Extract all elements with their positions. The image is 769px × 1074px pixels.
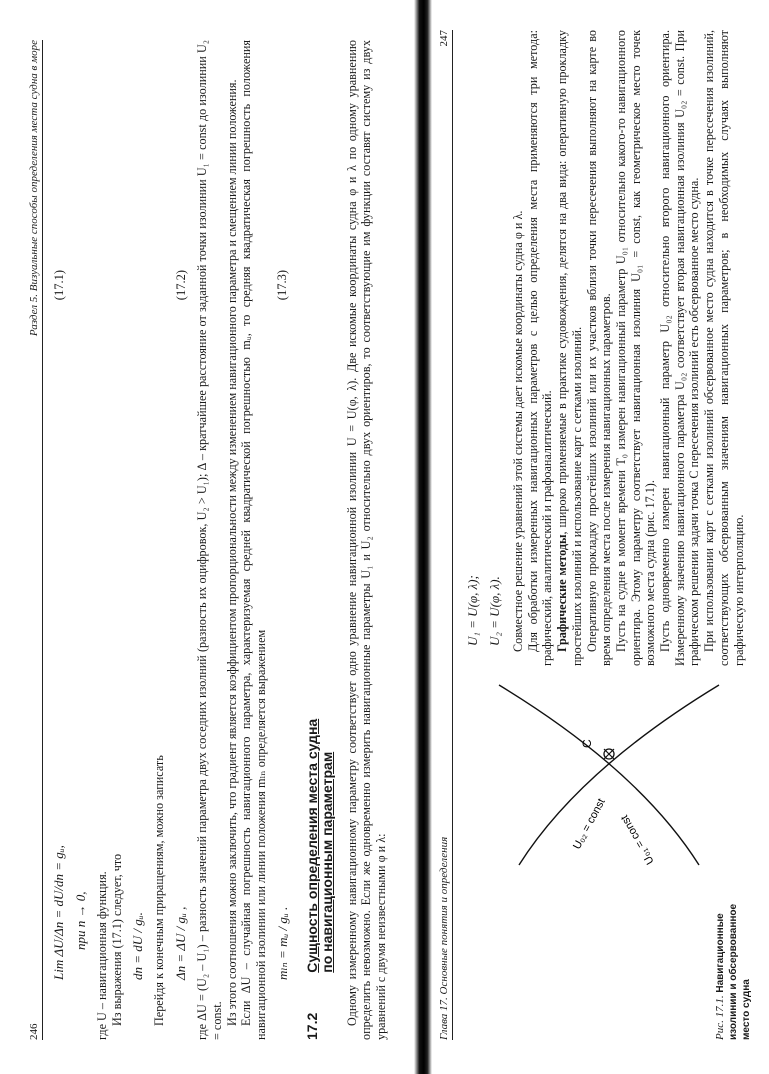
para-4: где ΔU = (U₂ – U₁) – разность значений параметра двух соседних изолний (разность их оцифровок, U₂ > U₁); Δ – кратчайшее расстояние от заданной точки изолинии U₁ = const до изолинии U₂ = const. (195, 40, 224, 1040)
para-r2: Для обработки измеренных навигационных параметров с целью определения места применяются три метода: графический, аналитический и графоаналитический. (525, 30, 555, 666)
equation-number-17-2: (17.2) (173, 270, 188, 301)
para-r7: При использовании карт с сетками изолиний обсервованное место судна находится в точке пересечения изолиний, соответствующих обсервованным значениям навигационных параметров; в необходимых случаях выполняют графическую интерполяцию. (702, 30, 746, 666)
formula-lim: Lim ΔU/Δn = dU/dn = gᵤ, (51, 845, 66, 980)
right-page (438, 30, 753, 1040)
point-label-c: C (580, 739, 594, 748)
formula-u1 (465, 30, 481, 666)
para-r1: Совместное решение уравнений этой системы дает искомые координаты судна φ и λ. (511, 210, 525, 652)
para-6: Если ΔU – случайная погрешность навигационного параметра, характеризуемая средней квадратической погрешностью mᵤ, то средняя квадратическая погрешность положения навигационной изолинии или линии положения mₗₙ определяется выражением (239, 40, 268, 1040)
para-r3 (555, 30, 584, 666)
right-page-number: 247 (438, 30, 450, 47)
para-2: Из выражения (17.1) следует, что (109, 853, 124, 1026)
isoline-u01 (519, 685, 719, 865)
formula-u2 (487, 30, 503, 666)
formula-u1-text: U₁ = U(φ, λ); (465, 575, 480, 646)
para-1: где U – навигационная функция. (95, 871, 109, 1040)
section-title-line1: Сущность определения места судна (303, 718, 320, 973)
right-text-column (459, 30, 759, 666)
formula-lim-condition: при n → 0, (73, 891, 88, 950)
left-page (28, 40, 408, 1040)
para-r6: Пусть одновременно измерен навигационный параметр U₀₂ относительно второго навигационного ориентира. Измеренному значению навигационного параметра U₀₂ соответствует вторая навигационная изолиния U₀₂ = const. При графическом решении задачи точка C пересечения изолиний есть обсервованное место судна. (658, 30, 702, 666)
section-heading (305, 40, 335, 1040)
para-5: Из этого соотношения можно заключить, что градиент является коэффициентом пропорциональности между изменением навигационного параметра и смещением линии положения. (224, 79, 239, 1026)
book-gutter (414, 0, 432, 1074)
isolines-diagram (459, 680, 759, 880)
formula-m: mₗₙ = mᵤ / gᵤ . (274, 906, 290, 980)
right-running-title: Глава 17. Основные понятия и определения (438, 836, 450, 1040)
section-title-line2: по навигационным параметрам (318, 751, 335, 973)
isoline-u02 (499, 685, 699, 865)
label-u02: U₀₂ = const (571, 796, 608, 852)
right-page-header (438, 30, 453, 1040)
equation-number-17-1: (17.1) (51, 270, 66, 301)
section-number: 17.2 (303, 1012, 320, 1040)
formula-delta: Δn = ΔU / gᵤ , (173, 906, 189, 980)
para-r5: Пусть на судне в момент времени T₀ измерен навигационный параметр U₀₁ относительно какого-то навигационного ориентира. Этому параметру соответствует навигационная изолиния U₀₁ = const, как геометрическое место точек возможного места судна (рис. 17.1). (613, 30, 658, 666)
para-3: Перейдя к конечным приращениям, можно записать (152, 755, 167, 1026)
para-7: Одному измеренному навигационному параметру соответствует одно уравнение навигационной изолинии U = U(φ, λ). Две искомые координаты судна φ и λ по одному уравнению определить невозможно. Если же одновременно измерить навигационные параметры U₁ и U₂ относительно двух ориентиров, то соответствующие им функции составят систему из двух уравнений с двумя неизвестными φ и λ: (344, 40, 389, 1040)
formula-17-3 (275, 40, 291, 1040)
para-r4: Оперативную прокладку простейших изолиний или их участков вблизи точки пересечения выполняют на карте во время определения места после измерения навигационных параметров. (584, 30, 614, 666)
label-u01: U₀₁ = const (618, 812, 657, 867)
caption-text: Навигационные изолинии и обсервованное место судна (715, 903, 752, 1040)
formula-17-1 (51, 40, 67, 980)
formula-condition (73, 40, 89, 980)
equation-number-17-3: (17.3) (275, 270, 290, 301)
formula-17-2 (173, 40, 189, 1040)
formula-u2-text: U₂ = U(φ, λ). (487, 576, 502, 646)
formula-dn-text: dn = dU / gᵤ. (130, 912, 146, 980)
figure-caption (714, 890, 753, 1040)
section-title (305, 719, 335, 973)
left-running-title: Раздел 5. Визуальные способы определения места судна в море (28, 40, 40, 337)
caption-number: Рис. 17.1. (714, 995, 726, 1040)
para-r3-bold: Графические методы (555, 534, 570, 652)
figure-17-1 (459, 680, 759, 1040)
left-page-number: 246 (28, 1023, 40, 1040)
formula-dn (130, 40, 146, 1040)
para-r3-text: , широко применяемые в практике судовождения, делятся на два вида: оперативную прокладку простейших изолиний и использование карт с сетками изолиний. (555, 29, 584, 666)
left-page-header (28, 40, 43, 1040)
